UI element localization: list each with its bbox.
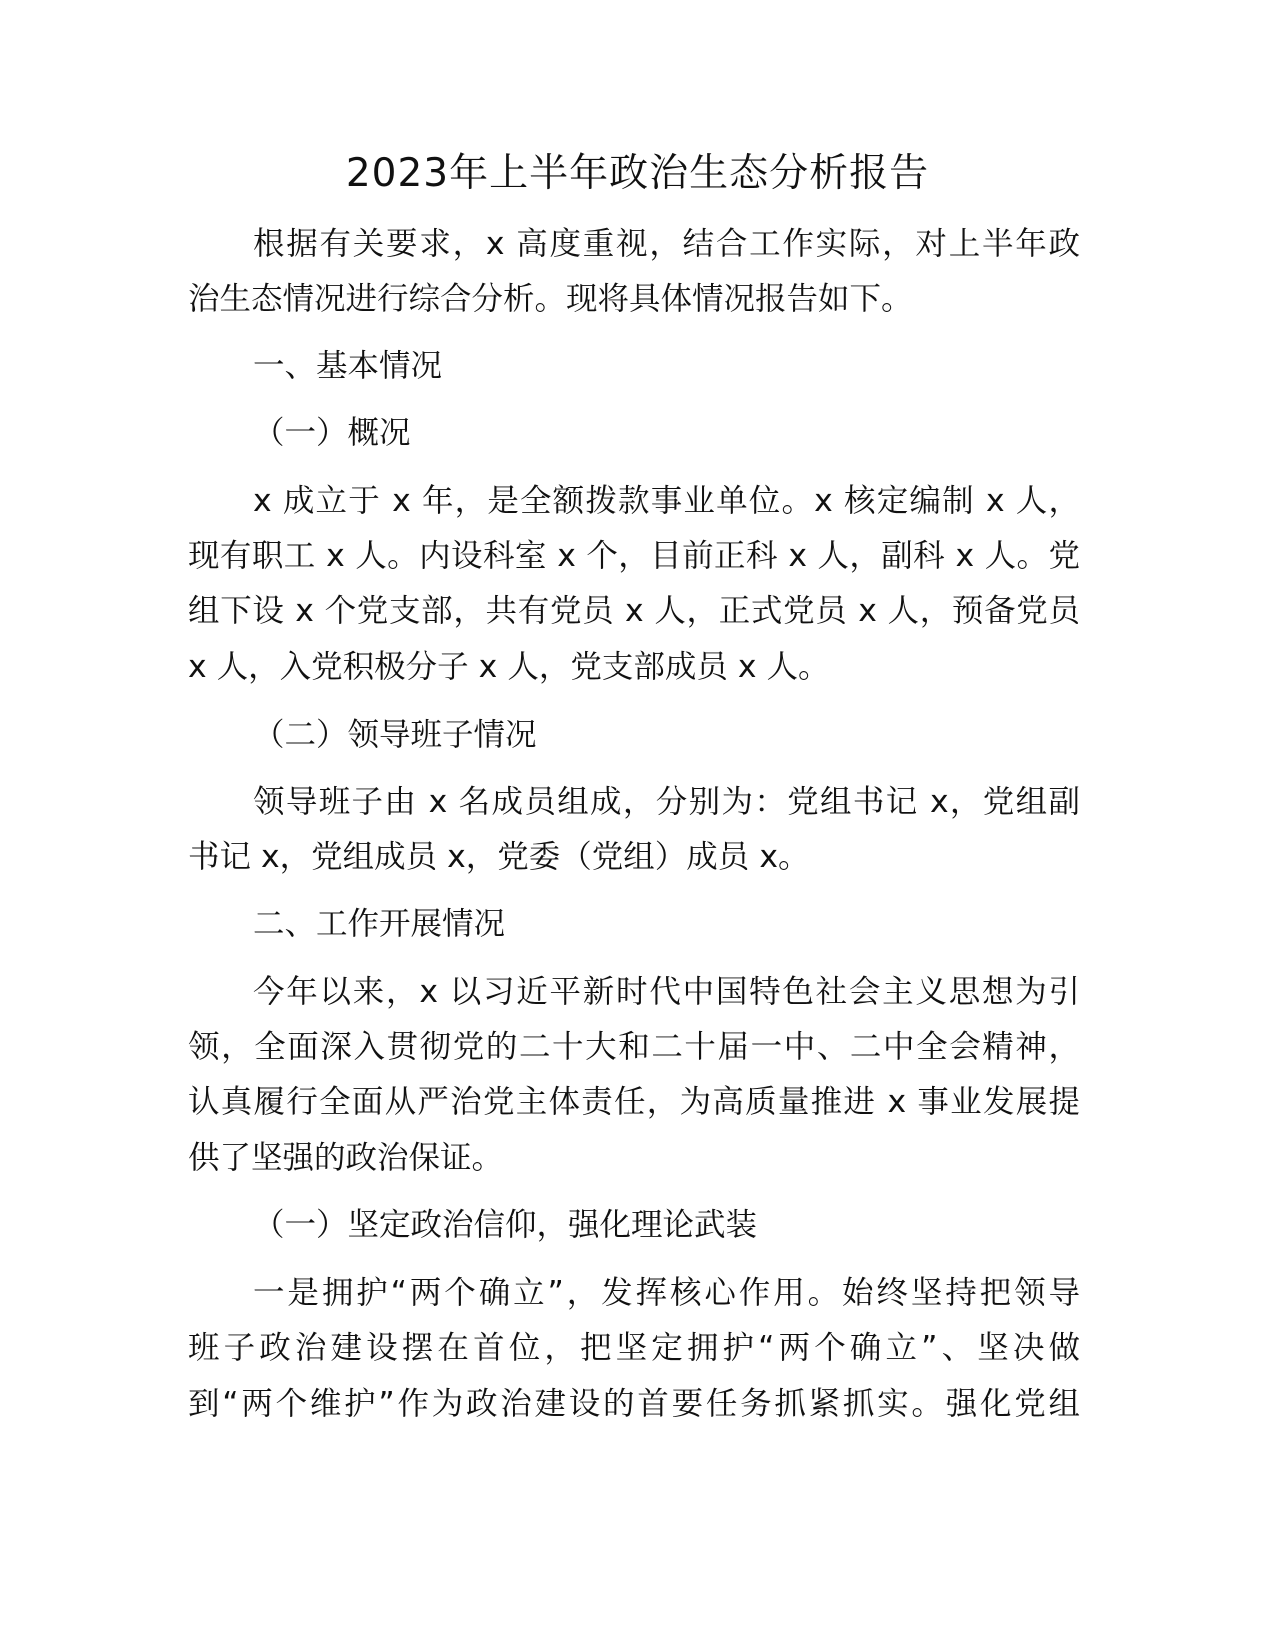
paragraph-line: 一是拥护“两个确立”，发挥核心作用。始终坚持把领导 xyxy=(253,1275,1080,1311)
document-title: 2023年上半年政治生态分析报告 xyxy=(345,151,930,196)
paragraph-line: 治生态情况进行综合分析。现将具体情况报告如下。 xyxy=(188,281,913,317)
paragraph-line: 班子政治建设摆在首位，把坚定拥护“两个确立”、坚决做 xyxy=(188,1330,1080,1366)
paragraph-line: 组下设 x 个党支部，共有党员 x 人，正式党员 x 人，预备党员 xyxy=(188,593,1080,629)
section-heading: 二、工作开展情况 xyxy=(253,906,506,942)
paragraph-line: 到“两个维护”作为政治建设的首要任务抓紧抓实。强化党组 xyxy=(188,1386,1080,1422)
paragraph-line: 领，全面深入贯彻党的二十大和二十届一中、二中全会精神， xyxy=(188,1029,1080,1065)
subsection-heading: （一）坚定政治信仰，强化理论武装 xyxy=(253,1207,758,1243)
paragraph-line: 今年以来，x 以习近平新时代中国特色社会主义思想为引 xyxy=(253,974,1080,1010)
paragraph-line: 领导班子由 x 名成员组成，分别为：党组书记 x，党组副 xyxy=(253,784,1080,820)
paragraph-line: 认真履行全面从严治党主体责任，为高质量推进 x 事业发展提 xyxy=(188,1084,1080,1120)
subsection-heading: （二）领导班子情况 xyxy=(253,717,537,753)
paragraph-line: 书记 x，党组成员 x，党委（党组）成员 x。 xyxy=(188,839,810,875)
section-heading: 一、基本情况 xyxy=(253,348,443,384)
paragraph-line: x 人，入党积极分子 x 人，党支部成员 x 人。 xyxy=(188,649,830,685)
paragraph-line: 现有职工 x 人。内设科室 x 个，目前正科 x 人，副科 x 人。党 xyxy=(188,538,1080,574)
subsection-heading: （一）概况 xyxy=(253,415,411,451)
paragraph-line: 根据有关要求，x 高度重视，结合工作实际，对上半年政 xyxy=(253,226,1080,262)
paragraph-line: x 成立于 x 年，是全额拨款事业单位。x 核定编制 x 人， xyxy=(253,483,1080,519)
paragraph-line: 供了坚强的政治保证。 xyxy=(188,1140,504,1176)
